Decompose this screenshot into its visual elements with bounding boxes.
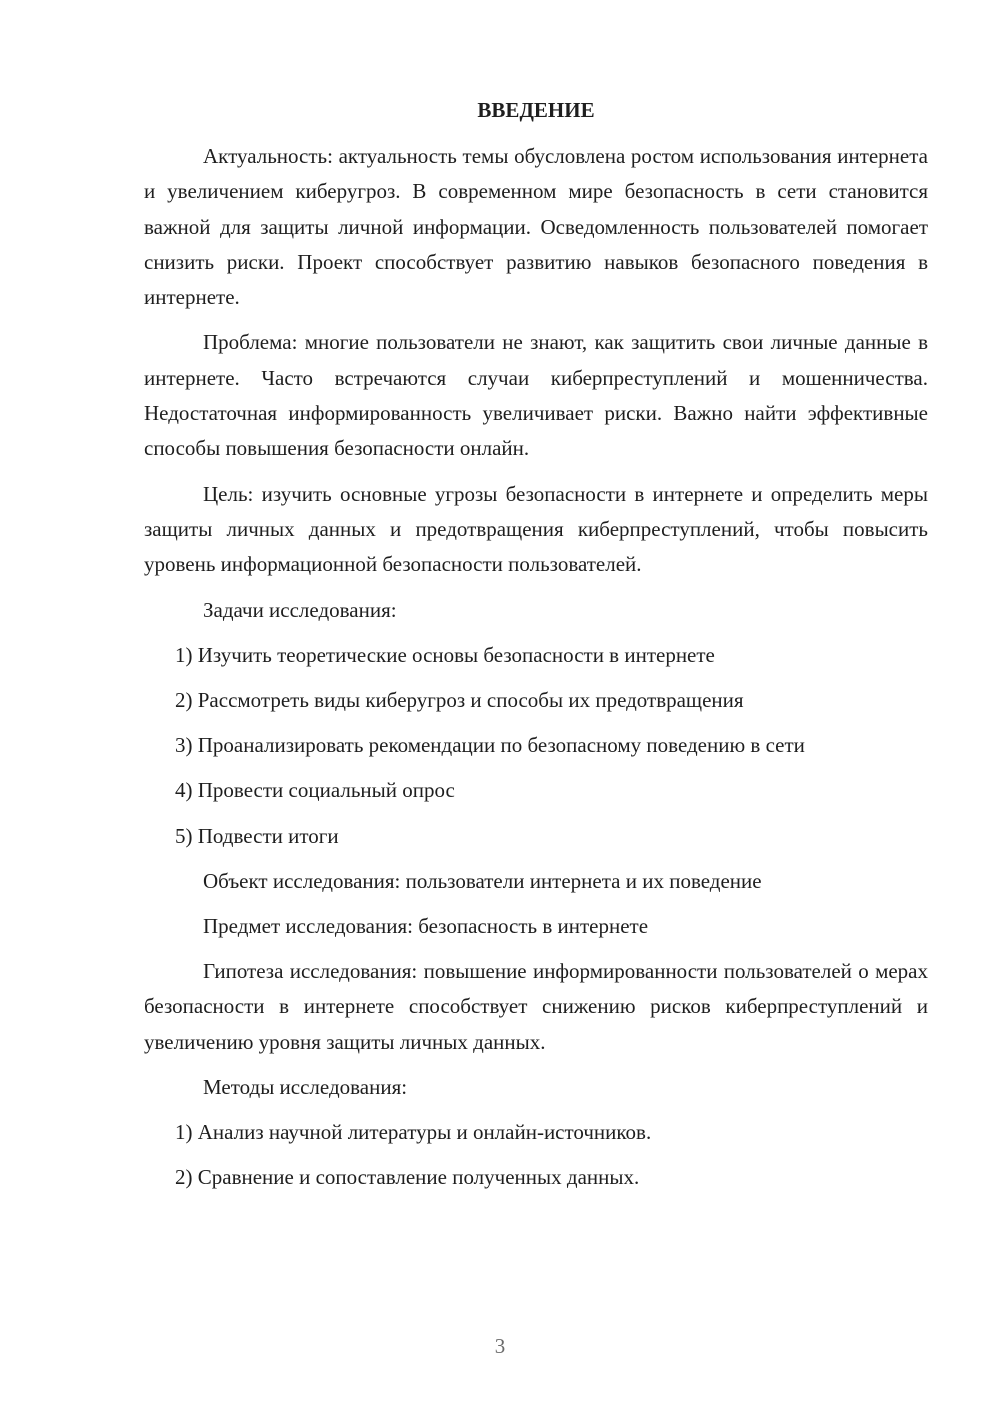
- research-object: Объект исследования: пользователи интернета и их поведение: [203, 868, 762, 893]
- document-page: [144, 94, 928, 1206]
- actuality-paragraph: Актуальность: актуальность темы обусловлена ростом использования интернета и увеличением киберугроз. В современном мире безопасность в сети становится важной для защиты личной информации. Осведомленность пользователей помогает снизить риски. Проект способствует развитию навыков безопасного поведения в интернете.: [144, 144, 928, 310]
- list-item: 5) Подвести итоги: [175, 823, 339, 848]
- section-title: ВВЕДЕНИЕ: [477, 98, 595, 122]
- page-number: 3: [494, 1334, 506, 1358]
- research-subject: Предмет исследования: безопасность в интернете: [203, 913, 649, 938]
- tasks-heading: Задачи исследования:: [203, 597, 397, 622]
- methods-heading: Методы исследования:: [203, 1074, 408, 1099]
- list-item: 3) Проанализировать рекомендации по безопасному поведению в сети: [175, 733, 805, 758]
- list-item: 2) Сравнение и сопоставление полученных данных.: [175, 1165, 640, 1190]
- goal-paragraph: Цель: изучить основные угрозы безопасности в интернете и определить меры защиты личных данных и предотвращения киберпреступлений, чтобы повысить уровень информационной безопасности пользователей.: [144, 481, 928, 577]
- list-item: 4) Провести социальный опрос: [175, 778, 455, 803]
- problem-paragraph: Проблема: многие пользователи не знают, как защитить свои личные данные в интернете. Часто встречаются случаи киберпреступлений и мошенничества. Недостаточная информированность увеличивает риски. Важно найти эффективные способы повышения безопасности онлайн.: [144, 330, 928, 461]
- hypothesis-paragraph: Гипотеза исследования: повышение информированности пользователей о мерах безопасности в интернете способствует снижению рисков киберпреступлений и увеличению уровня защиты личных данных.: [144, 959, 928, 1054]
- methods-list: [144, 1115, 928, 1195]
- list-item: 1) Анализ научной литературы и онлайн-источников.: [175, 1120, 652, 1145]
- tasks-list: [144, 638, 928, 854]
- list-item: 1) Изучить теоретические основы безопасности в интернете: [175, 642, 715, 667]
- list-item: 2) Рассмотреть виды киберугроз и способы их предотвращения: [175, 687, 744, 712]
